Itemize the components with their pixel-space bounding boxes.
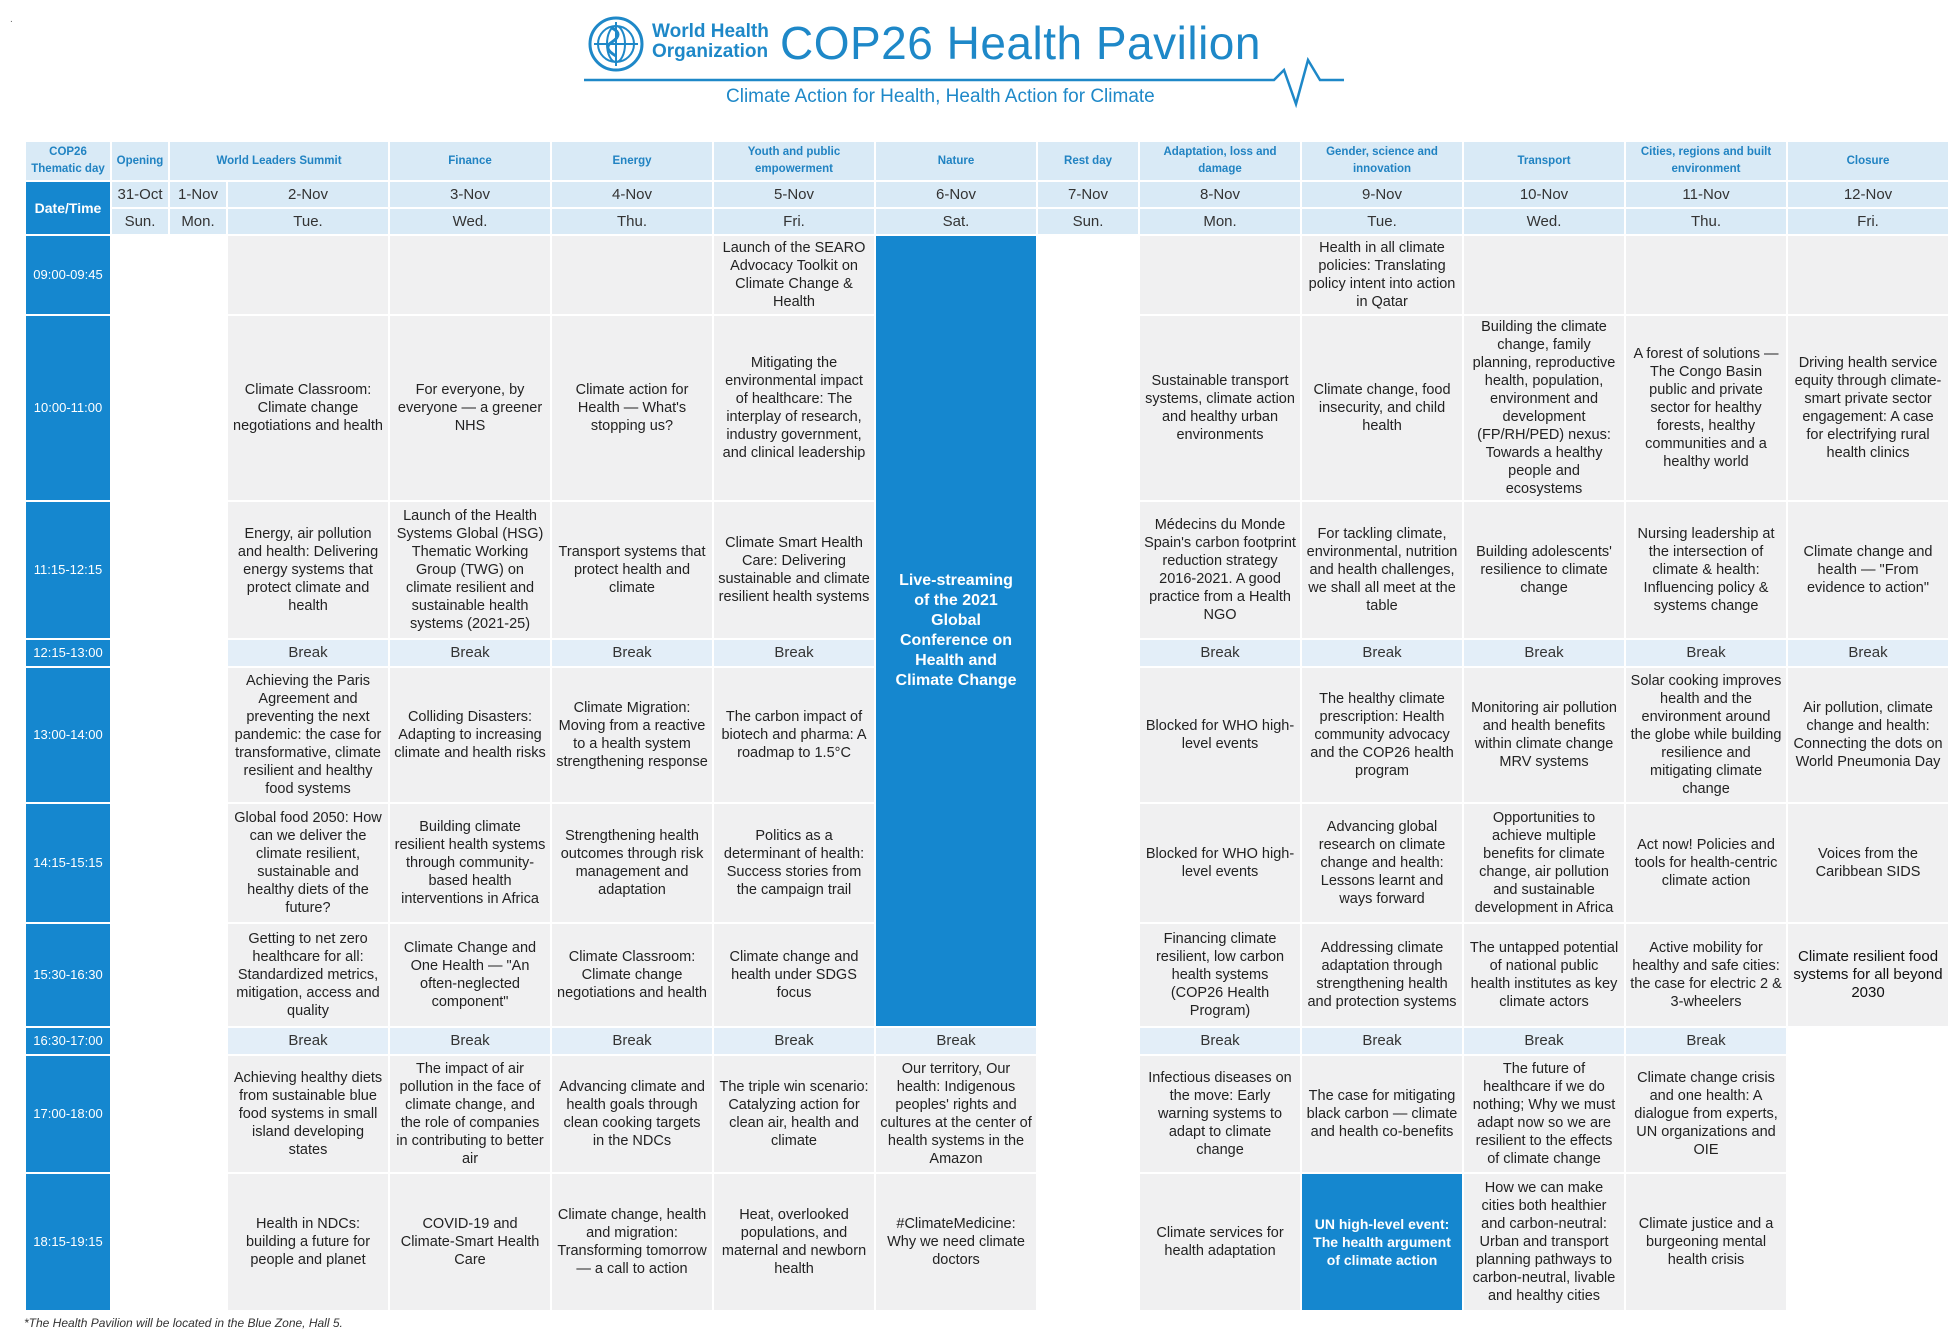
session-cell: Voices from the Caribbean SIDS xyxy=(1787,803,1949,923)
session-cell: How we can make cities both healthier and carbon-neutral: Urban and transport planning pathways to carbon-neutral, livable and healthy cities xyxy=(1463,1173,1625,1311)
session-cell: COVID-19 and Climate-Smart Health Care xyxy=(389,1173,551,1311)
empty-cell xyxy=(1037,1027,1139,1055)
session-cell: A forest of solutions — The Congo Basin public and private sector for healthy forests, healthy communities and a healthy world xyxy=(1625,315,1787,501)
empty-cell xyxy=(1037,639,1139,667)
break-cell: Break xyxy=(389,639,551,667)
date-cell: 6-Nov xyxy=(875,181,1037,208)
empty-cell xyxy=(111,803,227,923)
session-cell: Launch of the SEARO Advocacy Toolkit on Climate Change & Health xyxy=(713,235,875,315)
empty-cell xyxy=(111,1173,227,1311)
break-cell: Break xyxy=(1463,1027,1625,1055)
session-cell: Transport systems that protect health and climate xyxy=(551,501,713,639)
break-cell: Break xyxy=(1625,1027,1787,1055)
empty-cell xyxy=(1037,1055,1139,1173)
session-cell: Climate services for health adaptation xyxy=(1139,1173,1301,1311)
empty-cell xyxy=(1037,235,1139,315)
session-cell: Climate Classroom: Climate change negotiations and health xyxy=(551,923,713,1027)
session-cell: Climate change and health under SDGS focus xyxy=(713,923,875,1027)
break-cell: Break xyxy=(1301,1027,1463,1055)
day-cell: Thu. xyxy=(1625,208,1787,235)
session-cell: Opportunities to achieve multiple benefits for climate change, air pollution and sustainable development in Africa xyxy=(1463,803,1625,923)
footnote: *The Health Pavilion will be located in the Blue Zone, Hall 5. xyxy=(24,1316,343,1330)
session-cell: Heat, overlooked populations, and maternal and newborn health xyxy=(713,1173,875,1311)
session-cell: Monitoring air pollution and health benefits within climate change MRV systems xyxy=(1463,667,1625,803)
break-cell: Break xyxy=(551,639,713,667)
date-cell: 1-Nov xyxy=(169,181,227,208)
day-cell: Tue. xyxy=(227,208,389,235)
session-cell: Climate Smart Health Care: Delivering sustainable and climate resilient health systems xyxy=(713,501,875,639)
theme-nature: Nature xyxy=(875,141,1037,181)
empty-cell xyxy=(1037,501,1139,639)
time-label: 16:30-17:00 xyxy=(25,1027,111,1055)
session-cell: Politics as a determinant of health: Success stories from the campaign trail xyxy=(713,803,875,923)
session-cell: The untapped potential of national public health institutes as key climate actors xyxy=(1463,923,1625,1027)
time-label: 18:15-19:15 xyxy=(25,1173,111,1311)
session-cell: Solar cooking improves health and the environment around the globe while building resilience and mitigating climate change xyxy=(1625,667,1787,803)
session-cell: The healthy climate prescription: Health community advocacy and the COP26 health program xyxy=(1301,667,1463,803)
time-label: 11:15-12:15 xyxy=(25,501,111,639)
slot-row-0900 xyxy=(25,235,1949,315)
page-subtitle: Climate Action for Health, Health Action for Climate xyxy=(726,86,1155,107)
empty-cell xyxy=(1787,1027,1949,1055)
empty-cell xyxy=(1037,667,1139,803)
empty-cell xyxy=(111,923,227,1027)
empty-cell xyxy=(1787,1055,1949,1173)
theme-transport: Transport xyxy=(1463,141,1625,181)
theme-energy: Energy xyxy=(551,141,713,181)
empty-cell xyxy=(1037,1173,1139,1311)
session-cell: The case for mitigating black carbon — climate and health co-benefits xyxy=(1301,1055,1463,1173)
day-cell: Mon. xyxy=(169,208,227,235)
date-row xyxy=(25,181,1949,208)
session-cell: Blocked for WHO high-level events xyxy=(1139,803,1301,923)
time-label: 09:00-09:45 xyxy=(25,235,111,315)
day-cell: Fri. xyxy=(713,208,875,235)
session-cell: Climate change, food insecurity, and child health xyxy=(1301,315,1463,501)
session-cell: Air pollution, climate change and health: Connecting the dots on World Pneumonia Day xyxy=(1787,667,1949,803)
day-cell: Thu. xyxy=(551,208,713,235)
session-cell: Climate Migration: Moving from a reactive to a health system strengthening response xyxy=(551,667,713,803)
theme-gender-science: Gender, science and innovation xyxy=(1301,141,1463,181)
session-cell: Getting to net zero healthcare for all: Standardized metrics, mitigation, access and quality xyxy=(227,923,389,1027)
session-cell: Building the climate change, family planning, reproductive health, population, environment and development (FP/RH/PED) nexus: Towards a healthy people and ecosystems xyxy=(1463,315,1625,501)
session-cell: Building adolescents' resilience to climate change xyxy=(1463,501,1625,639)
session-cell: Infectious diseases on the move: Early warning systems to adapt to climate change xyxy=(1139,1055,1301,1173)
session-cell: For tackling climate, environmental, nutrition and health challenges, we shall all meet at the table xyxy=(1301,501,1463,639)
session-cell: #ClimateMedicine: Why we need climate doctors xyxy=(875,1173,1037,1311)
session-cell: Financing climate resilient, low carbon health systems (COP26 Health Program) xyxy=(1139,923,1301,1027)
session-cell: Strengthening health outcomes through risk management and adaptation xyxy=(551,803,713,923)
day-cell: Sun. xyxy=(111,208,169,235)
empty-cell xyxy=(111,501,227,639)
session-cell: Climate Change and One Health — "An often-neglected component" xyxy=(389,923,551,1027)
session-cell: Climate Classroom: Climate change negotiations and health xyxy=(227,315,389,501)
session-cell: Active mobility for healthy and safe cities: the case for electric 2 & 3-wheelers xyxy=(1625,923,1787,1027)
break-cell: Break xyxy=(389,1027,551,1055)
session-cell: Advancing climate and health goals through clean cooking targets in the NDCs xyxy=(551,1055,713,1173)
session-cell: Act now! Policies and tools for health-centric climate action xyxy=(1625,803,1787,923)
break-cell: Break xyxy=(1625,639,1787,667)
date-cell: 12-Nov xyxy=(1787,181,1949,208)
session-cell: Climate change crisis and one health: A dialogue from experts, UN organizations and OIE xyxy=(1625,1055,1787,1173)
date-cell: 9-Nov xyxy=(1301,181,1463,208)
theme-finance: Finance xyxy=(389,141,551,181)
session-cell: Launch of the Health Systems Global (HSG) Thematic Working Group (TWG) on climate resilient and sustainable health systems (2021-25) xyxy=(389,501,551,639)
session-cell: Health in all climate policies: Translating policy intent into action in Qatar xyxy=(1301,235,1463,315)
break-cell: Break xyxy=(1463,639,1625,667)
session-cell: Climate change and health — "From evidence to action" xyxy=(1787,501,1949,639)
day-cell: Wed. xyxy=(1463,208,1625,235)
date-cell: 10-Nov xyxy=(1463,181,1625,208)
slot-row-1630-break xyxy=(25,1027,1949,1055)
break-cell: Break xyxy=(227,639,389,667)
slot-row-1700 xyxy=(25,1055,1949,1173)
theme-adaptation: Adaptation, loss and damage xyxy=(1139,141,1301,181)
empty-cell xyxy=(111,1055,227,1173)
corner-mark: . xyxy=(10,14,13,25)
theme-cities: Cities, regions and built environment xyxy=(1625,141,1787,181)
date-cell: 2-Nov xyxy=(227,181,389,208)
page-header xyxy=(0,0,1920,130)
theme-closure: Closure xyxy=(1787,141,1949,181)
date-cell: 31-Oct xyxy=(111,181,169,208)
date-cell: 11-Nov xyxy=(1625,181,1787,208)
theme-world-leaders: World Leaders Summit xyxy=(169,141,389,181)
day-cell: Sat. xyxy=(875,208,1037,235)
datetime-label: Date/Time xyxy=(25,181,111,235)
session-cell: Colliding Disasters: Adapting to increasing climate and health risks xyxy=(389,667,551,803)
schedule-table xyxy=(24,140,1943,1310)
session-cell: Achieving healthy diets from sustainable blue food systems in small island developing states xyxy=(227,1055,389,1173)
date-cell: 4-Nov xyxy=(551,181,713,208)
date-cell: 7-Nov xyxy=(1037,181,1139,208)
session-cell: The triple win scenario: Catalyzing action for clean air, health and climate xyxy=(713,1055,875,1173)
time-label: 13:00-14:00 xyxy=(25,667,111,803)
session-cell: Sustainable transport systems, climate action and healthy urban environments xyxy=(1139,315,1301,501)
break-cell: Break xyxy=(875,1027,1037,1055)
session-cell xyxy=(1625,235,1787,315)
break-cell: Break xyxy=(1301,639,1463,667)
who-wordmark xyxy=(652,22,769,62)
session-cell xyxy=(1139,235,1301,315)
un-high-level-event-cell: UN high-level event: The health argument of climate action xyxy=(1301,1173,1463,1311)
session-cell: Energy, air pollution and health: Delivering energy systems that protect climate and health xyxy=(227,501,389,639)
time-label: 15:30-16:30 xyxy=(25,923,111,1027)
empty-cell xyxy=(1037,923,1139,1027)
corner-label: COP26 Thematic day xyxy=(25,141,111,181)
session-cell: Building climate resilient health systems through community-based health interventions in Africa xyxy=(389,803,551,923)
break-cell: Break xyxy=(1139,1027,1301,1055)
day-cell: Wed. xyxy=(389,208,551,235)
session-cell: Advancing global research on climate change and health: Lessons learnt and ways forward xyxy=(1301,803,1463,923)
session-cell: The future of healthcare if we do nothing; Why we must adapt now so we are resilient to the effects of climate change xyxy=(1463,1055,1625,1173)
break-cell: Break xyxy=(1787,639,1949,667)
session-cell: Addressing climate adaptation through strengthening health and protection systems xyxy=(1301,923,1463,1027)
session-cell: Our territory, Our health: Indigenous peoples' rights and cultures at the center of health systems in the Amazon xyxy=(875,1055,1037,1173)
day-cell: Mon. xyxy=(1139,208,1301,235)
session-cell: Blocked for WHO high-level events xyxy=(1139,667,1301,803)
date-cell: 5-Nov xyxy=(713,181,875,208)
day-cell: Fri. xyxy=(1787,208,1949,235)
theme-row xyxy=(25,141,1949,181)
session-cell xyxy=(1463,235,1625,315)
empty-cell xyxy=(111,639,227,667)
session-cell: Climate change, health and migration: Transforming tomorrow — a call to action xyxy=(551,1173,713,1311)
session-cell: Climate justice and a burgeoning mental health crisis xyxy=(1625,1173,1787,1311)
break-cell: Break xyxy=(713,1027,875,1055)
break-cell: Break xyxy=(713,639,875,667)
empty-cell xyxy=(1037,315,1139,501)
session-cell: The carbon impact of biotech and pharma: A roadmap to 1.5°C xyxy=(713,667,875,803)
session-cell: Nursing leadership at the intersection of climate & health: Influencing policy & systems change xyxy=(1625,501,1787,639)
livestream-block: Live-streaming of the 2021 Global Conference on Health and Climate Change xyxy=(875,235,1037,1027)
date-cell: 8-Nov xyxy=(1139,181,1301,208)
date-cell: 3-Nov xyxy=(389,181,551,208)
empty-cell xyxy=(111,315,227,501)
break-cell: Break xyxy=(1139,639,1301,667)
empty-cell xyxy=(111,667,227,803)
session-cell: Driving health service equity through climate-smart private sector engagement: A case for electrifying rural health clinics xyxy=(1787,315,1949,501)
org-line-2: Organization xyxy=(652,41,769,62)
session-cell xyxy=(551,235,713,315)
time-label: 12:15-13:00 xyxy=(25,639,111,667)
theme-opening: Opening xyxy=(111,141,169,181)
session-cell: Climate action for Health — What's stopping us? xyxy=(551,315,713,501)
theme-youth: Youth and public empowerment xyxy=(713,141,875,181)
time-label: 17:00-18:00 xyxy=(25,1055,111,1173)
day-cell: Sun. xyxy=(1037,208,1139,235)
empty-cell xyxy=(1787,1173,1949,1311)
time-label: 10:00-11:00 xyxy=(25,315,111,501)
empty-cell xyxy=(1037,803,1139,923)
session-cell: Médecins du Monde Spain's carbon footprint reduction strategy 2016-2021. A good practice from a Health NGO xyxy=(1139,501,1301,639)
empty-cell xyxy=(111,1027,227,1055)
session-cell xyxy=(227,235,389,315)
day-cell: Tue. xyxy=(1301,208,1463,235)
time-label: 14:15-15:15 xyxy=(25,803,111,923)
theme-rest-day: Rest day xyxy=(1037,141,1139,181)
slot-row-1815 xyxy=(25,1173,1949,1311)
session-cell: Achieving the Paris Agreement and preventing the next pandemic: the case for transformative, climate resilient and healthy food systems xyxy=(227,667,389,803)
session-cell: Mitigating the environmental impact of healthcare: The interplay of research, industry government, and clinical leadership xyxy=(713,315,875,501)
session-cell: Global food 2050: How can we deliver the climate resilient, sustainable and healthy diets of the future? xyxy=(227,803,389,923)
session-cell: Health in NDCs: building a future for people and planet xyxy=(227,1173,389,1311)
break-cell: Break xyxy=(227,1027,389,1055)
org-line-1: World Health xyxy=(652,21,769,42)
session-cell: For everyone, by everyone — a greener NHS xyxy=(389,315,551,501)
session-cell xyxy=(389,235,551,315)
session-cell xyxy=(1787,235,1949,315)
empty-cell xyxy=(111,235,227,315)
session-cell: The impact of air pollution in the face of climate change, and the role of companies in contributing to better air xyxy=(389,1055,551,1173)
break-cell: Break xyxy=(551,1027,713,1055)
session-cell: Climate resilient food systems for all beyond 2030 xyxy=(1787,923,1949,1027)
day-row xyxy=(25,208,1949,235)
page-title: COP26 Health Pavilion xyxy=(780,17,1261,69)
